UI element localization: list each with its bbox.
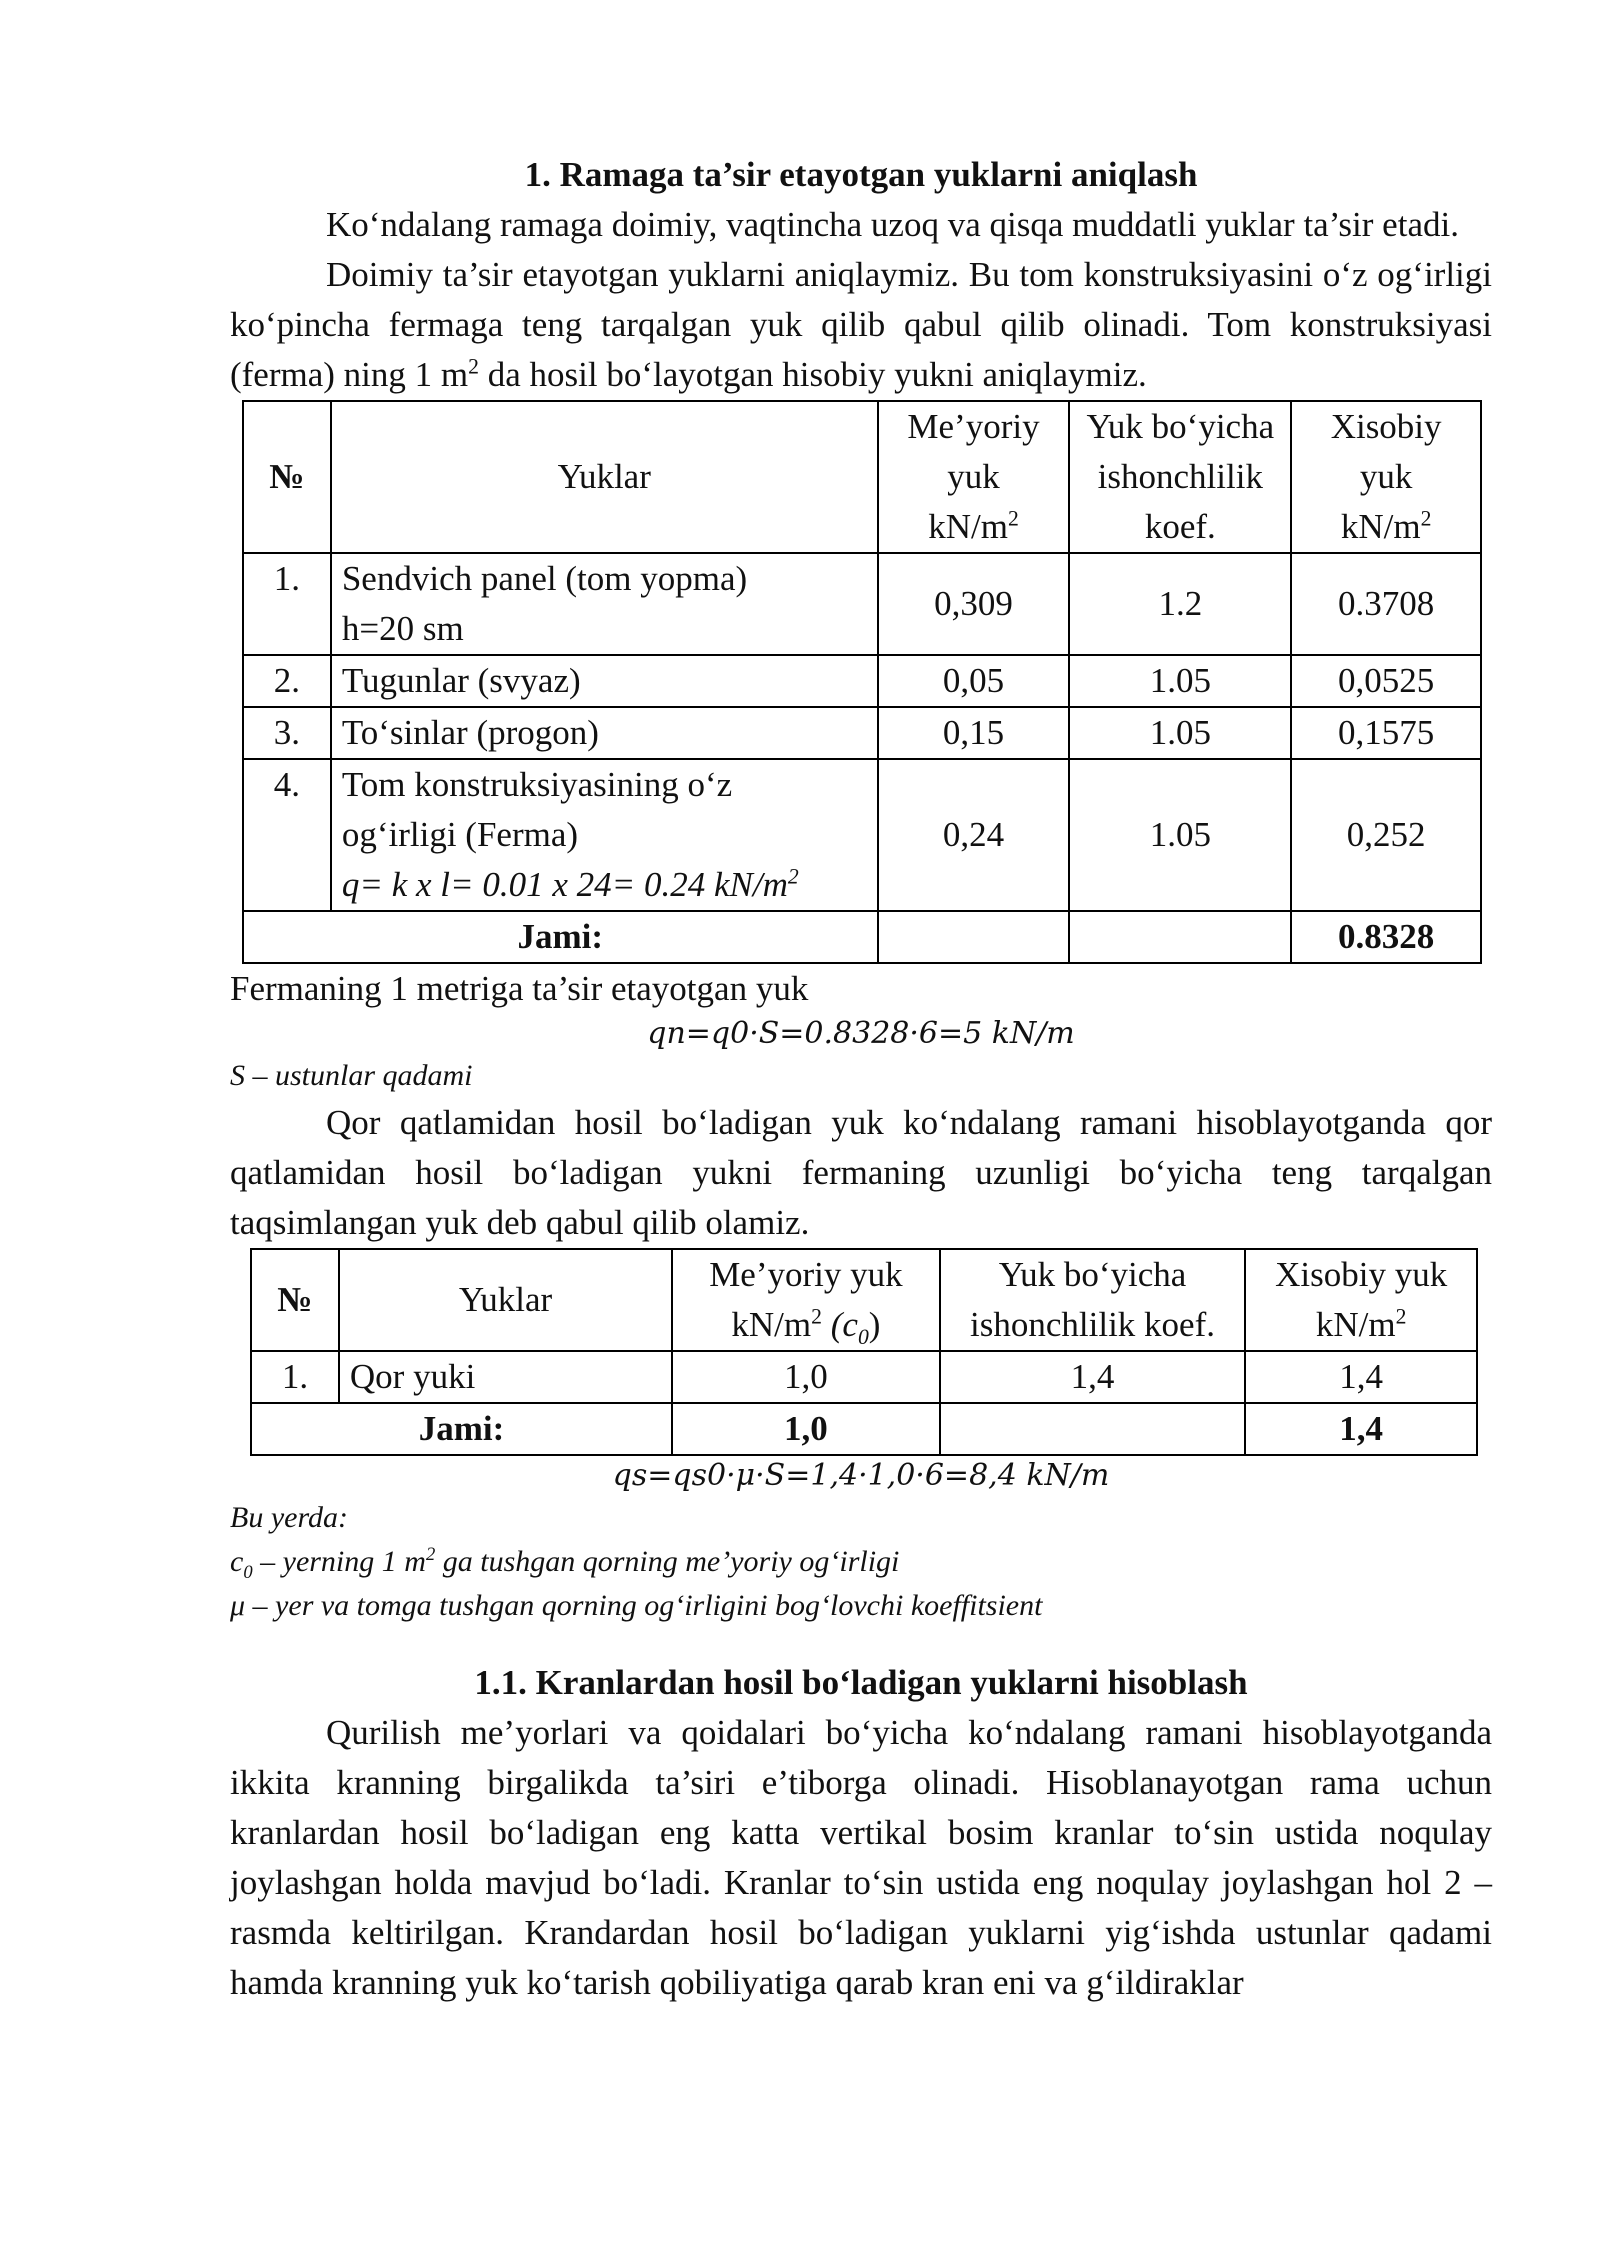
paragraph-intro: Ko‘ndalang ramaga doimiy, vaqtincha uzoq va qisqa muddatli yuklar ta’sir etadi. bbox=[326, 205, 1459, 244]
superscript: 2 bbox=[425, 1544, 436, 1565]
note-text: – yerning 1 m bbox=[252, 1545, 426, 1578]
note-title: Bu yerda: bbox=[230, 1501, 349, 1534]
superscript: 2 bbox=[787, 864, 799, 889]
total-label: Jami: bbox=[251, 1403, 672, 1455]
row-number: 1. bbox=[243, 553, 331, 655]
table-row bbox=[243, 655, 1481, 707]
formula-text: qs=qs0·μ·S=1,4·1,0·6=8,4 kN/m bbox=[612, 1458, 1110, 1493]
row-coefficient: 1.05 bbox=[1069, 759, 1291, 911]
row-load-name: To‘sinlar (progon) bbox=[331, 707, 878, 759]
total-empty-cell bbox=[1069, 911, 1291, 963]
header-coefficient bbox=[1069, 401, 1291, 553]
subscript: 0 bbox=[243, 1562, 253, 1583]
superscript: 2 bbox=[468, 354, 479, 379]
header-line: Xisobiy bbox=[1330, 407, 1442, 446]
row-calculated: 0,252 bbox=[1291, 759, 1481, 911]
total-value: 0.8328 bbox=[1291, 911, 1481, 963]
header-line: kN/m bbox=[928, 507, 1008, 546]
superscript: 2 bbox=[1007, 506, 1019, 531]
row-calculated: 0,1575 bbox=[1291, 707, 1481, 759]
row-normative: 0,15 bbox=[878, 707, 1070, 759]
row-load-line: h=20 sm bbox=[341, 609, 464, 648]
header-line: yuk bbox=[1359, 457, 1413, 496]
total-empty-cell bbox=[940, 1403, 1246, 1455]
row-load-name bbox=[331, 553, 878, 655]
header-calculated bbox=[1291, 401, 1481, 553]
header-line: kN/m bbox=[1315, 1305, 1396, 1344]
total-empty-cell bbox=[878, 911, 1070, 963]
row-load-formula: q= k x l= 0.01 x 24= 0.24 kN/m bbox=[341, 865, 788, 904]
header-number: № bbox=[251, 1249, 339, 1351]
header-normative bbox=[878, 401, 1070, 553]
header-line: koef. bbox=[1144, 507, 1216, 546]
row-normative: 0,05 bbox=[878, 655, 1070, 707]
header-line: kN/m bbox=[1340, 507, 1421, 546]
table-row bbox=[243, 759, 1481, 911]
row-coefficient: 1.2 bbox=[1069, 553, 1291, 655]
table-header-row bbox=[251, 1249, 1477, 1351]
row-coefficient: 1.05 bbox=[1069, 707, 1291, 759]
row-calculated: 1,4 bbox=[1245, 1351, 1477, 1403]
superscript: 2 bbox=[1420, 506, 1432, 531]
table-total-row bbox=[243, 911, 1481, 963]
header-line: ishonchlilik koef. bbox=[970, 1305, 1215, 1344]
snow-load-table bbox=[250, 1248, 1478, 1456]
spacer bbox=[230, 1628, 1492, 1658]
note-text: c bbox=[230, 1545, 244, 1578]
header-line: Xisobiy yuk bbox=[1275, 1255, 1448, 1294]
row-load-line: og‘irligi (Ferma) bbox=[341, 815, 579, 854]
row-load-name: Qor yuki bbox=[339, 1351, 672, 1403]
permanent-loads-table bbox=[242, 400, 1482, 964]
row-normative: 0,24 bbox=[878, 759, 1070, 911]
row-coefficient: 1,4 bbox=[940, 1351, 1246, 1403]
total-calculated: 1,4 bbox=[1245, 1403, 1477, 1455]
row-coefficient: 1.05 bbox=[1069, 655, 1291, 707]
header-calculated bbox=[1245, 1249, 1477, 1351]
header-line: Yuk bo‘yicha bbox=[998, 1255, 1187, 1294]
header-line: kN/m bbox=[731, 1305, 812, 1344]
total-normative: 1,0 bbox=[672, 1403, 940, 1455]
note-mu: μ – yer va tomga tushgan qorning og‘irligini bog‘lovchi koeffitsient bbox=[230, 1589, 1043, 1622]
subscript: 0 bbox=[857, 1325, 869, 1349]
table-header-row bbox=[243, 401, 1481, 553]
row-load-name bbox=[331, 759, 878, 911]
formula-text: qn=q0·S=0.8328·6=5 kN/m bbox=[647, 1016, 1075, 1051]
note-text: ga tushgan qorning me’yoriy og‘irligi bbox=[435, 1545, 900, 1578]
total-label: Jami: bbox=[243, 911, 878, 963]
header-c0: (c bbox=[830, 1305, 858, 1344]
header-line: ishonchlilik bbox=[1097, 457, 1263, 496]
header-line: Yuk bo‘yicha bbox=[1086, 407, 1275, 446]
table-row bbox=[243, 553, 1481, 655]
paragraph-text: Doimiy ta’sir etayotgan yuklarni aniqlaymiz. Bu tom konstruksiyasini o‘z og‘irligi ko‘pincha fermaga teng tarqalgan yuk qilib qabul qilib olinadi. Tom konstruksiyasi (ferma) ning 1 m bbox=[230, 255, 1492, 394]
section-title: 1. Ramaga ta’sir etayotgan yuklarni aniqlash bbox=[524, 155, 1198, 194]
header-line: Me’yoriy yuk bbox=[709, 1255, 903, 1294]
header-loads: Yuklar bbox=[331, 401, 878, 553]
row-number: 1. bbox=[251, 1351, 339, 1403]
row-calculated: 0,0525 bbox=[1291, 655, 1481, 707]
table-total-row bbox=[251, 1403, 1477, 1455]
paragraph-snow: Qor qatlamidan hosil bo‘ladigan yuk ko‘ndalang ramani hisoblayotganda qor qatlamidan hosil bo‘ladigan yukni fermaning uzunligi bo‘yicha teng tarqalgan taqsimlangan yuk deb qabul qilib olamiz. bbox=[230, 1103, 1492, 1242]
row-number: 3. bbox=[243, 707, 331, 759]
row-load-name: Tugunlar (svyaz) bbox=[331, 655, 878, 707]
header-c0-close: ) bbox=[868, 1305, 881, 1344]
row-normative: 0,309 bbox=[878, 553, 1070, 655]
row-number: 4. bbox=[243, 759, 331, 911]
paragraph-per-meter: Fermaning 1 metriga ta’sir etayotgan yuk bbox=[230, 969, 809, 1008]
header-loads: Yuklar bbox=[339, 1249, 672, 1351]
header-normative bbox=[672, 1249, 940, 1351]
superscript: 2 bbox=[1395, 1304, 1407, 1329]
header-line: Me’yoriy bbox=[907, 407, 1040, 446]
note-s: S – ustunlar qadami bbox=[230, 1059, 473, 1092]
note-c0 bbox=[230, 1540, 1492, 1584]
subsection-title: 1.1. Kranlardan hosil bo‘ladigan yuklarni hisoblash bbox=[474, 1663, 1248, 1702]
page-content bbox=[230, 150, 1492, 2008]
paragraph-permanent-loads bbox=[230, 250, 1492, 400]
formula-qn bbox=[230, 1014, 1492, 1054]
row-load-line: Tom konstruksiyasining o‘z bbox=[341, 765, 733, 804]
superscript: 2 bbox=[811, 1304, 822, 1329]
paragraph-text: da hosil bo‘layotgan hisobiy yukni aniqlaymiz. bbox=[478, 355, 1147, 394]
row-normative: 1,0 bbox=[672, 1351, 940, 1403]
formula-qs bbox=[230, 1456, 1492, 1496]
header-coefficient bbox=[940, 1249, 1246, 1351]
table-row bbox=[243, 707, 1481, 759]
row-load-line: Sendvich panel (tom yopma) bbox=[341, 559, 748, 598]
row-calculated: 0.3708 bbox=[1291, 553, 1481, 655]
header-number: № bbox=[243, 401, 331, 553]
table-row bbox=[251, 1351, 1477, 1403]
header-line: yuk bbox=[947, 457, 1000, 496]
paragraph-cranes: Qurilish me’yorlari va qoidalari bo‘yicha ko‘ndalang ramani hisoblayotganda ikkita kranning birgalikda ta’siri e’tiborga olinadi. Hisoblanayotgan rama uchun kranlardan hosil bo‘ladigan eng katta vertikal bosim kranlar to‘sin ustida noqulay joylashgan holda mavjud bo‘ladi. Kranlar to‘sin ustida eng noqulay joylashgan hol 2 – rasmda keltirilgan. Krandardan hosil bo‘ladigan yuklarni yig‘ishda ustunlar qadami hamda kranning yuk ko‘tarish qobiliyatiga qarab kran eni va g‘ildiraklar bbox=[230, 1713, 1492, 2002]
row-number: 2. bbox=[243, 655, 331, 707]
